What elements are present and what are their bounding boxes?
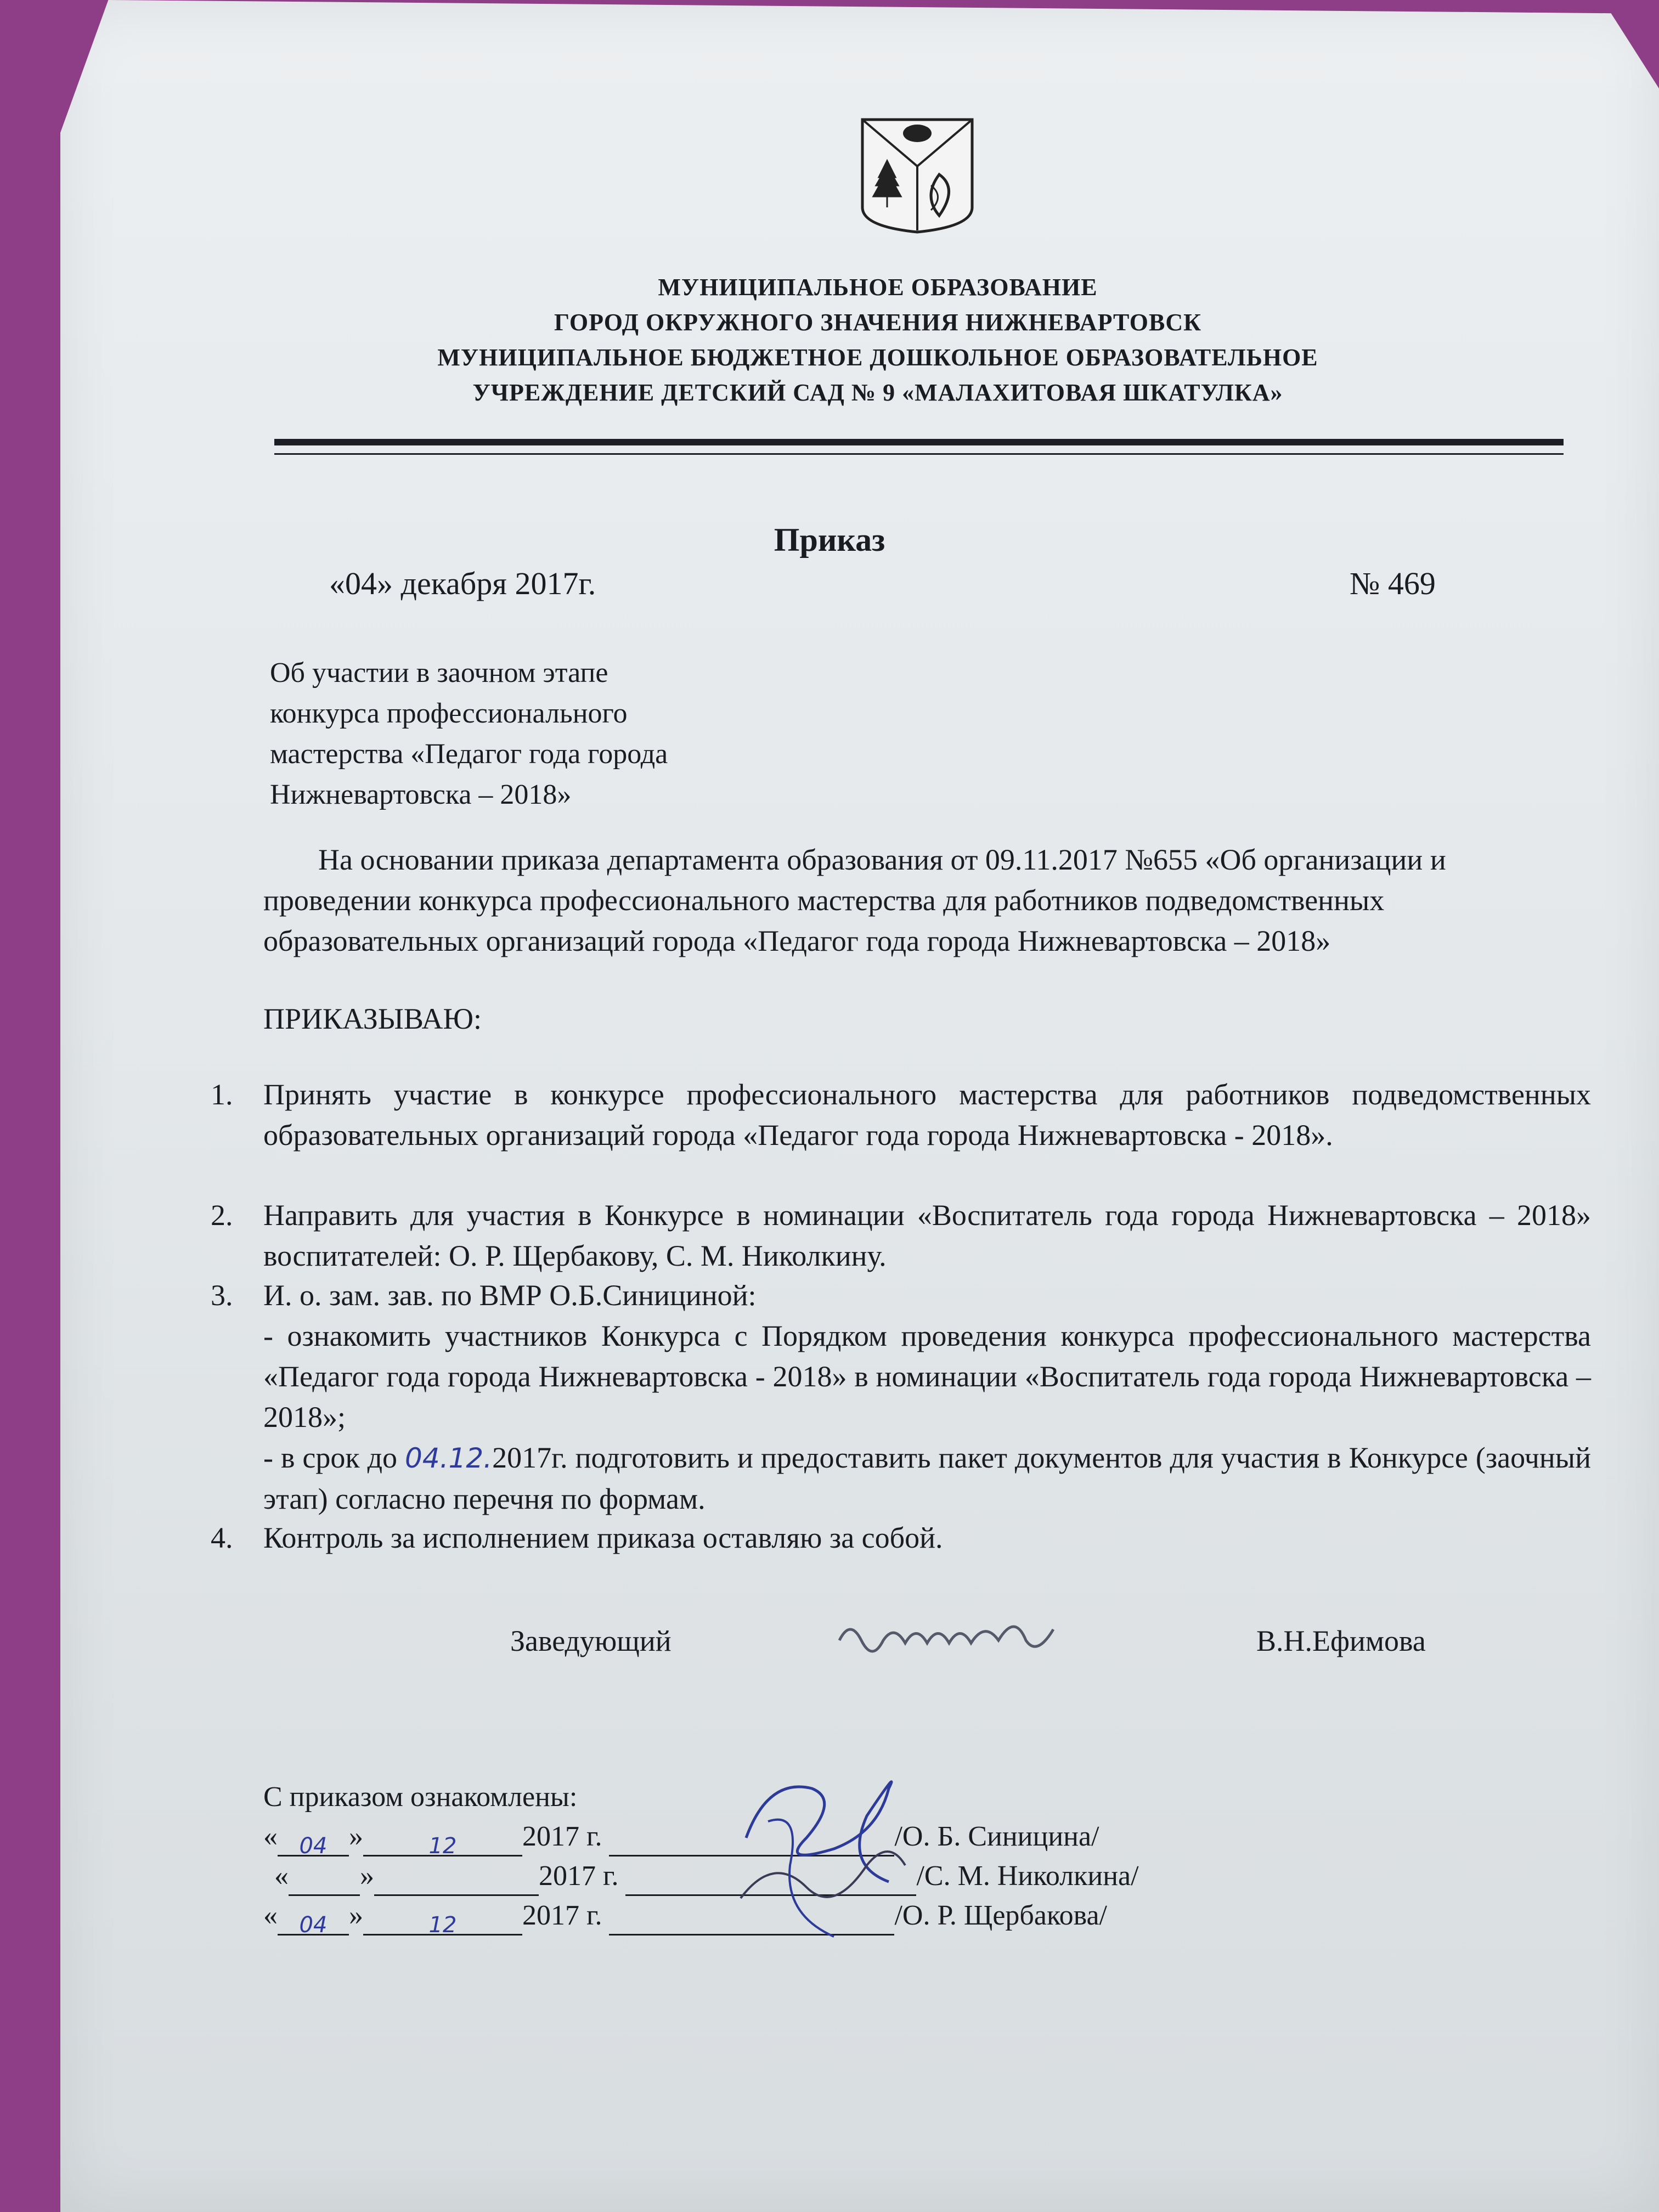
- order-item-2: [211, 1195, 1591, 1276]
- item-3-subpoint-2: - в срок до 04.12.2017г. подготовить и предоставить пакет документов для участия в Конкурсе (заочный этап) согласно перечня по формам.: [263, 1441, 1591, 1515]
- subject-line: Об участии в заочном этапе: [270, 657, 608, 689]
- acknowledger-name: /О. Р. Щербакова/: [894, 1900, 1107, 1931]
- item-text: И. о. зам. зав. по ВМР О.Б.Синициной:: [263, 1279, 757, 1312]
- acknowledgment-row: « » 2017 г. /С. М. Николкина/: [274, 1857, 1139, 1896]
- signatory-position: Заведующий: [510, 1624, 672, 1657]
- handwritten-date: 04.12.: [405, 1442, 493, 1474]
- order-subject: [270, 653, 668, 815]
- order-item-3: [211, 1275, 1591, 1316]
- basis-paragraph: На основании приказа департамента образования от 09.11.2017 №655 «Об организации и проведении конкурса профессионального мастерства для работников подведомственных образовательных организаций города «Педагог года города Нижневартовска – 2018»: [263, 843, 1446, 957]
- acknowledger-name: /С. М. Николкина/: [916, 1860, 1139, 1892]
- subject-line: конкурса профессионального: [270, 698, 628, 729]
- item-text: Направить для участия в Конкурсе в номинации «Воспитатель года города Нижневартовска – 2018» воспитателей: О. Р. Щербакову, С. М. Николкину.: [263, 1199, 1591, 1272]
- item-text: Принять участие в конкурсе профессионального мастерства для работников подведомственных образовательных организаций города «Педагог года города Нижневартовска - 2018».: [263, 1078, 1591, 1152]
- item-number: 3.: [211, 1279, 233, 1312]
- subject-line: мастерства «Педагог года города: [270, 738, 668, 770]
- order-item-4: [211, 1517, 1591, 1558]
- signatory-name: В.Н.Ефимова: [1256, 1624, 1426, 1657]
- handwritten-month: 12: [428, 1912, 457, 1938]
- item-text: Контроль за исполнением приказа оставляю за собой.: [263, 1521, 943, 1554]
- item-number: 4.: [211, 1521, 233, 1554]
- coat-of-arms-emblem: [857, 114, 978, 235]
- header-line-2: ГОРОД ОКРУЖНОГО ЗНАЧЕНИЯ НИЖНЕВАРТОВСК: [554, 309, 1202, 336]
- item-number: 1.: [211, 1078, 233, 1111]
- order-number: № 469: [1350, 566, 1436, 601]
- acknowledgment-row: « 04 » 12 2017 г. /О. Б. Синицина/: [263, 1817, 1099, 1857]
- item-3-subpoint-1: - ознакомить участников Конкурса с Порядком проведения конкурса профессионального мастерства «Педагог года города Нижневартовска - 2018» в номинации «Воспитатель года города Нижневартовска – 2018»;: [263, 1319, 1591, 1434]
- header-line-3: МУНИЦИПАЛЬНОЕ БЮДЖЕТНОЕ ДОШКОЛЬНОЕ ОБРАЗОВАТЕЛЬНОЕ: [437, 344, 1318, 371]
- item-number: 2.: [211, 1199, 233, 1232]
- acknowledger-name: /О. Б. Синицина/: [894, 1821, 1099, 1852]
- handwritten-day: 04: [299, 1912, 328, 1938]
- acknowledgment-heading: С приказом ознакомлены:: [263, 1781, 578, 1813]
- ink-signatures: [724, 1756, 922, 1953]
- header-line-1: МУНИЦИПАЛЬНОЕ ОБРАЗОВАНИЕ: [658, 274, 1098, 301]
- subject-line: Нижневартовска – 2018»: [270, 779, 572, 810]
- order-title: Приказ: [774, 522, 885, 558]
- header-divider: [274, 439, 1564, 455]
- decree-word: ПРИКАЗЫВАЮ:: [263, 1002, 482, 1035]
- order-item-1: [211, 1074, 1591, 1155]
- order-date: «04» декабря 2017г.: [329, 566, 596, 601]
- handwritten-day: 04: [299, 1833, 328, 1859]
- handwritten-signature: [834, 1607, 1064, 1668]
- header-line-4: УЧРЕЖДЕНИЕ ДЕТСКИЙ САД № 9 «МАЛАХИТОВАЯ ШКАТУЛКА»: [472, 379, 1283, 406]
- handwritten-month: 12: [428, 1833, 457, 1859]
- acknowledgment-row: « 04 » 12 2017 г. /О. Р. Щербакова/: [263, 1896, 1107, 1936]
